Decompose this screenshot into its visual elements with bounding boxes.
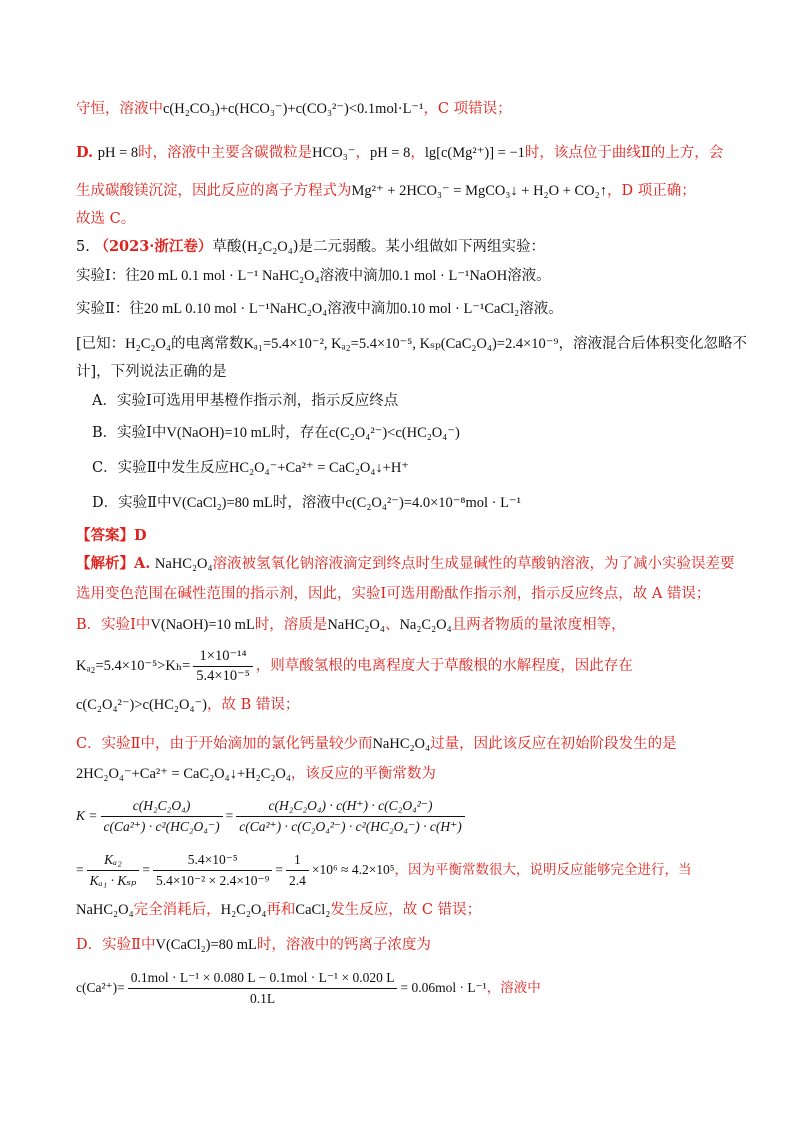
formula: c(Ca²⁺)= [76, 980, 125, 995]
known-constants [76, 333, 747, 355]
text: C．实验Ⅱ中发生反应 [92, 460, 229, 476]
answer [76, 525, 730, 547]
text: 溶液。 [519, 301, 563, 317]
formula: V(NaOH)=10 mL [166, 425, 271, 441]
text: 守恒，溶液中 [76, 101, 163, 117]
line-choose-c [76, 208, 730, 230]
option-c [92, 457, 730, 479]
formula: V(CaCl₂)=80 mL [155, 937, 257, 953]
fraction-denominator: 5.4×10⁻² × 2.4×10⁻⁹ [155, 873, 270, 888]
text: )是二元弱酸。某小组做如下两组实验： [292, 239, 545, 255]
formula: Mg²⁺ + 2HCO₃⁻ = MgCO₃↓ + H₂O + CO₂↑ [351, 183, 607, 199]
formula: V(CaCl₂)=80 mL [171, 495, 273, 511]
text: 选用变色范围在碱性范围的指示剂，因此，实验Ⅰ可选用酚酞作指示剂，指示反应终点，故 A 错误； [76, 586, 711, 602]
analysis-label: 【解析】A. [76, 555, 151, 572]
analysis-b-2 [76, 646, 730, 686]
formula: HCO₃⁻ [312, 145, 356, 161]
equals-sign: = [225, 808, 234, 823]
fraction [153, 851, 272, 890]
fraction [236, 797, 465, 836]
text: 再和 [266, 902, 296, 918]
fraction-numerator: 1×10⁻¹⁴ [193, 648, 253, 667]
text: 溶液中滴加 [319, 268, 393, 284]
formula: pH = 8 [369, 145, 411, 161]
text: 计]，下列说法正确的是 [76, 364, 227, 380]
formula: NaHC₂O₄ [76, 902, 134, 918]
text: 时，溶质是 [254, 617, 328, 633]
fraction-denominator: Kₐ₁ · Kₛₚ [89, 873, 137, 888]
formula: c(C₂O₄²⁻)>c(HC₂O₄⁻) [76, 697, 207, 713]
formula: V(NaOH)=10 mL [150, 617, 255, 633]
text: ，溶液中 [486, 980, 541, 996]
equilibrium-constant-expression [76, 794, 730, 838]
text: 时，该点位于曲线Ⅱ的上方，会 [524, 145, 724, 161]
fraction-numerator: Kₐ₂ [87, 851, 140, 871]
text: ，该反应的平衡常数为 [290, 766, 436, 782]
analysis-b-1 [76, 614, 730, 636]
formula: 0.1 mol · L⁻¹NaOH [392, 268, 508, 284]
fraction-denominator: 0.1L [250, 991, 276, 1006]
text: 实验Ⅱ：往 [76, 301, 144, 317]
experiment-1 [76, 265, 730, 287]
text: D．实验Ⅱ中 [92, 495, 172, 511]
text: 时，溶液中的钙离子浓度为 [256, 937, 431, 953]
equals-sign: = [142, 862, 150, 877]
fraction-numerator: 1 [286, 851, 309, 871]
formula: 2HC₂O₄⁻+Ca²⁺ = CaC₂O₄↓+H₂C₂O₄ [76, 766, 291, 782]
text: 溶液中滴加 [327, 301, 400, 317]
text: B．实验Ⅰ中 [92, 425, 167, 441]
fraction [87, 851, 140, 890]
analysis-a-2 [76, 583, 730, 605]
formula: ×10⁶ ≈ 4.2×10⁵ [311, 862, 395, 877]
text: 故选 C。 [76, 211, 136, 227]
question-number: 5. [76, 239, 90, 255]
formula: Na₂C₂O₄ [399, 617, 452, 633]
fraction-denominator: c(Ca²⁺) · c(C₂O₄²⁻) · c²(HC₂O₄⁻) · c(H⁺) [239, 819, 462, 835]
formula: H₂C₂O₄ [220, 902, 267, 918]
formula: H₂C₂O₄ [125, 336, 171, 352]
equilibrium-constant-value [76, 848, 730, 892]
analysis-c-2 [76, 763, 730, 785]
formula: HC₂O₄⁻+Ca²⁺ = CaC₂O₄↓+H⁺ [228, 460, 409, 476]
option-a [92, 390, 730, 412]
text: C．实验Ⅱ中，由于开始滴加的氯化钙量较少而 [76, 736, 373, 752]
text: 实验Ⅰ：往 [76, 268, 140, 284]
text: B．实验Ⅰ中 [76, 617, 151, 633]
formula: NaHC₂O₄ [154, 556, 213, 572]
option-label: D. [76, 144, 94, 161]
fraction [193, 648, 253, 685]
question-source: （2023·浙江卷） [94, 238, 213, 255]
formula: K = [76, 808, 98, 823]
text: ，D 项正确； [606, 183, 696, 199]
fraction-numerator: c(H₂C₂O₄) [101, 797, 223, 817]
text: [已知： [76, 336, 126, 352]
formula: c(C₂O₄²⁻)<c(HC₂O₄⁻) [328, 425, 460, 441]
text: 的电离常数 [170, 336, 244, 352]
text: 完全消耗后， [133, 902, 221, 918]
text: ， [355, 145, 370, 161]
text: 时，溶液中主要含碳微粒是 [138, 145, 313, 161]
analysis-c-3 [76, 899, 730, 921]
formula: 20 mL 0.10 mol · L⁻¹NaHC₂O₄ [143, 301, 328, 317]
formula: Kₐ₂=5.4×10⁻⁵>Kₕ= [76, 658, 191, 674]
fraction-denominator: c(Ca²⁺) · c²(HC₂O₄⁻) [103, 819, 220, 835]
formula: Kₐ₁=5.4×10⁻², Kₐ₂=5.4×10⁻⁵, Kₛₚ(CaC₂O₄)=2.4×10⁻⁹ [243, 336, 559, 352]
text: 时，存在 [270, 425, 329, 441]
formula: lg[c(Mg²⁺)] = −1 [424, 145, 525, 161]
fraction-numerator: c(H₂C₂O₄) · c(H⁺) · c(C₂O₄²⁻) [236, 797, 465, 817]
option-d [92, 492, 730, 514]
text: 、 [384, 617, 400, 633]
option-text: A．实验Ⅰ可选用甲基橙作指示剂，指示反应终点 [92, 393, 399, 409]
fraction [101, 797, 223, 836]
fraction-numerator: 0.1mol · L⁻¹ × 0.080 L − 0.1mol · L⁻¹ × 0.020 L [128, 969, 398, 989]
question-5-stem [76, 236, 730, 258]
formula: CaCl₂ [295, 902, 331, 918]
formula: 0.10 mol · L⁻¹CaCl₂ [399, 301, 520, 317]
known-constants-end [76, 361, 730, 383]
text: ， [410, 145, 425, 161]
text: ，则草酸氢根的电离程度大于草酸根的水解程度，因此存在 [255, 658, 633, 674]
formula: 20 mL 0.1 mol · L⁻¹ NaHC₂O₄ [139, 268, 320, 284]
text: 且两者物质的量浓度相等， [451, 617, 626, 633]
fraction [128, 969, 398, 1008]
analysis-d-1 [76, 934, 730, 956]
formula: c(H₂CO₃)+c(HCO₃⁻)+c(CO₃²⁻)<0.1mol·L⁻¹ [163, 101, 424, 117]
formula: = 0.06mol · L⁻¹ [400, 980, 487, 995]
line-d-analysis-1 [76, 142, 730, 164]
text: 溶液被氢氧化钠溶液滴定到终点时生成显碱性的草酸钠溶液，为了减小实验误差要 [212, 556, 735, 572]
text: ，因为平衡常数很大，说明反应能够完全进行，当 [394, 862, 692, 878]
text: ，故 B 错误； [207, 697, 300, 713]
equals-sign: = [275, 862, 283, 877]
analysis-c-1 [76, 733, 730, 755]
analysis-a-1 [76, 553, 735, 575]
line-d-analysis-2 [76, 180, 730, 202]
formula: c(C₂O₄²⁻)=4.0×10⁻⁸mol · L⁻¹ [345, 495, 521, 511]
text: D．实验Ⅱ中 [76, 937, 156, 953]
answer-text: 【答案】D [76, 527, 147, 544]
text: 草酸( [212, 239, 248, 255]
text: 时，溶液中 [272, 495, 346, 511]
text: 发生反应，故 C 错误； [330, 902, 482, 918]
analysis-b-3 [76, 694, 730, 716]
formula: pH = 8 [97, 145, 139, 161]
fraction-denominator: 2.4 [288, 873, 306, 888]
text: ，C 项错误； [423, 101, 512, 117]
formula: NaHC₂O₄ [327, 617, 385, 633]
equals-sign: = [76, 862, 84, 877]
fraction [286, 851, 309, 890]
text: 过量，因此该反应在初始阶段发生的是 [430, 736, 677, 752]
text: 生成碳酸镁沉淀，因此反应的离子方程式为 [76, 183, 352, 199]
option-b [92, 422, 730, 444]
text: ，溶液混合后体积变化忽略不 [558, 336, 747, 352]
line-carbon-conservation [76, 98, 730, 120]
experiment-2 [76, 298, 730, 320]
formula: H₂C₂O₄ [247, 239, 293, 255]
formula: NaHC₂O₄ [372, 736, 431, 752]
fraction-denominator: 5.4×10⁻⁵ [196, 667, 250, 684]
calcium-concentration [76, 966, 730, 1010]
fraction-numerator: 5.4×10⁻⁵ [153, 851, 272, 871]
text: 溶液。 [507, 268, 551, 284]
